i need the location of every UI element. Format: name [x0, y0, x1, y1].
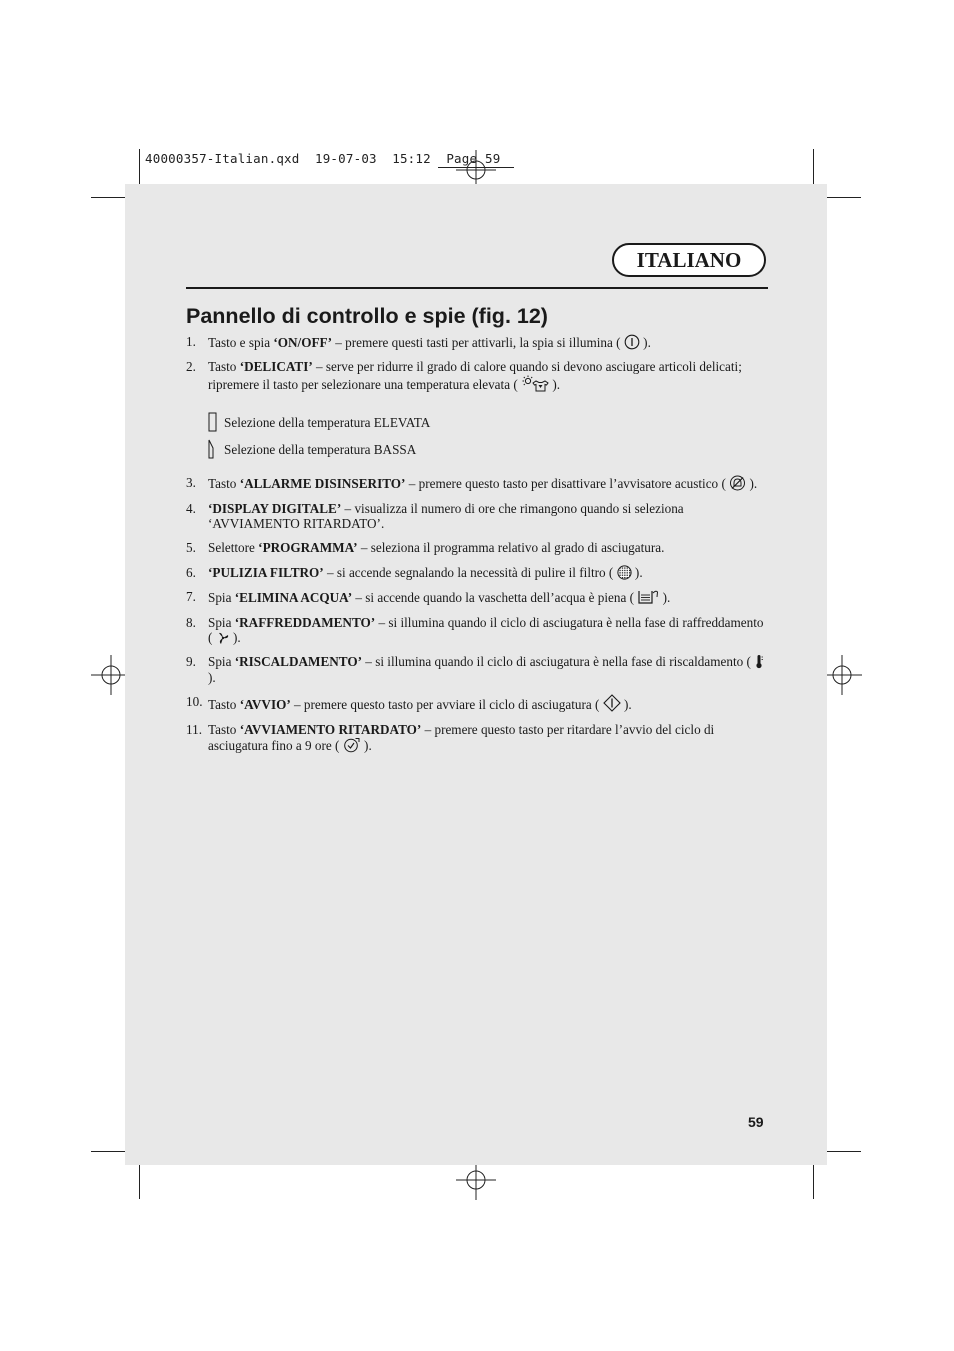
- filter-icon: [617, 565, 632, 580]
- temperature-option-low: Selezione della temperatura BASSA: [208, 439, 768, 459]
- temperature-option-high: Selezione della temperatura ELEVATA: [208, 412, 768, 432]
- header-rule: [186, 287, 768, 289]
- list-item: 2. Tasto ‘DELICATI’ – serve per ridurre il grado di calore quando si devono asciugare articoli delicati; ripremere il tasto per selezionare una temperatura elevata ( ).: [186, 359, 742, 392]
- crop-mark: [139, 1161, 140, 1199]
- list-item: 1. Tasto e spia ‘ON/OFF’ – premere questi tasti per attivarli, la spia si illumina ( ).: [186, 334, 651, 350]
- slug-file: 40000357-Italian.qxd: [145, 151, 300, 166]
- slug-page-word: Page: [446, 151, 478, 166]
- page-number: 59: [748, 1114, 764, 1130]
- crop-mark: [813, 1161, 814, 1199]
- list-item: 6. ‘PULIZIA FILTRO’ – si accende segnalando la necessità di pulire il filtro ( ).: [186, 564, 643, 580]
- full-indicator-icon: [208, 412, 217, 432]
- water-tank-icon: [637, 589, 659, 605]
- list-item: 8. Spia ‘RAFFREDDAMENTO’ – si illumina quando il ciclo di asciugatura è nella fase di raffreddamento ( ).: [186, 614, 764, 646]
- registration-mark-icon: [456, 1160, 496, 1200]
- language-badge: ITALIANO: [612, 243, 766, 277]
- registration-mark-icon: [822, 655, 862, 695]
- slug-date: 19-07-03: [314, 151, 377, 166]
- power-icon: [624, 334, 640, 350]
- list-item: 5. Selettore ‘PROGRAMMA’ – seleziona il programma relativo al grado di asciugatura.: [186, 540, 665, 556]
- list-item: 7. Spia ‘ELIMINA ACQUA’ – si accende quando la vaschetta dell’acqua è piena ( ).: [186, 589, 671, 606]
- delay-timer-icon: [343, 737, 361, 753]
- half-indicator-icon: [208, 439, 217, 459]
- crop-mark: [823, 197, 861, 198]
- alarm-off-icon: [729, 475, 746, 491]
- start-icon: [603, 694, 621, 712]
- thermometer-icon: [754, 654, 764, 669]
- crop-mark: [823, 1151, 861, 1152]
- high-heat-icon: [521, 375, 549, 392]
- list-item: 10. Tasto ‘AVVIO’ – premere questo tasto per avviare il ciclo di asciugatura ( ).: [186, 694, 632, 713]
- list-item: 3. Tasto ‘ALLARME DISINSERITO’ – premere questo tasto per disattivare l’avvisatore acustico ( ).: [186, 475, 758, 492]
- fan-icon: [216, 631, 230, 645]
- slug-page-number: 59: [484, 151, 501, 166]
- section-title: Pannello di controllo e spie (fig. 12): [186, 304, 548, 328]
- list-item: 9. Spia ‘RISCALDAMENTO’ – si illumina quando il ciclo di asciugatura è nella fase di riscaldamento ( ).: [186, 654, 768, 685]
- slug-time: 15:12: [392, 151, 431, 166]
- crop-mark: [813, 149, 814, 187]
- print-slug: [145, 151, 500, 166]
- list-item: 4. ‘DISPLAY DIGITALE’ – visualizza il numero di ore che rimangono quando si seleziona ‘AVVIAMENTO RITARDATO’.: [186, 500, 684, 532]
- spacer: [186, 401, 768, 412]
- crop-mark: [139, 149, 140, 187]
- list-item: 11. Tasto ‘AVVIAMENTO RITARDATO’ – premere questo tasto per ritardare l’avvio del ciclo di asciugatura fino a 9 ore ( ).: [186, 721, 715, 754]
- control-list: [186, 334, 768, 763]
